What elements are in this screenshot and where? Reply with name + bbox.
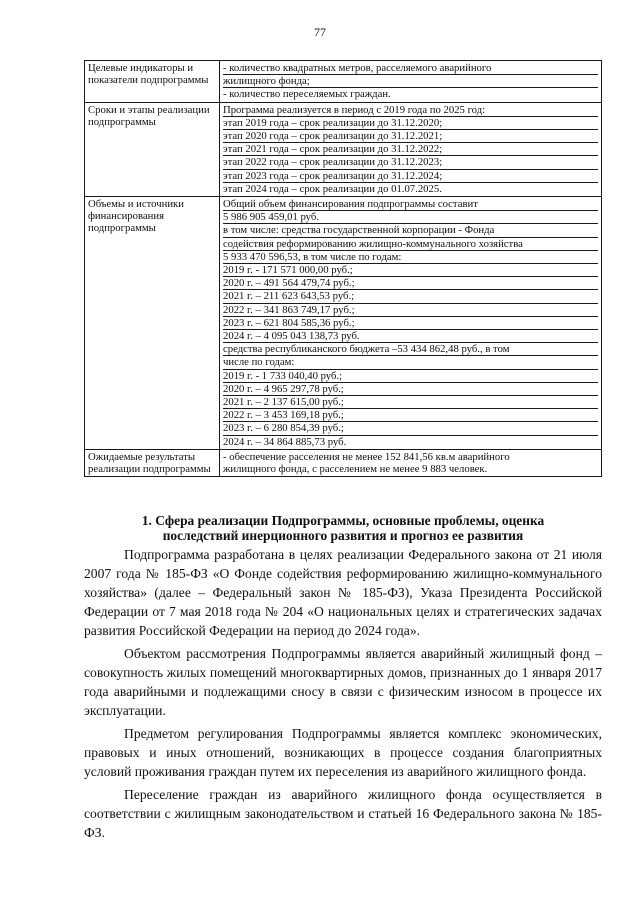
table-line: 2023 г. – 621 804 585,36 руб.;	[223, 317, 598, 330]
table-line: 2023 г. – 6 280 854,39 руб.;	[223, 422, 598, 435]
row-content-results	[220, 449, 602, 476]
section-body	[84, 545, 602, 846]
table-line: этап 2024 года – срок реализации до 01.07.2025.	[223, 182, 442, 195]
row-label-funding: Объемы и источники финансирования подпрограммы	[85, 197, 220, 450]
table-line: 2020 г. – 491 564 479,74 руб.;	[223, 277, 598, 290]
section-heading	[84, 513, 602, 543]
table-line: 5 986 905 459,01 руб.	[223, 211, 598, 224]
table-line: жилищного фонда, с расселением не менее 9 883 человек.	[223, 463, 488, 476]
table-line: этап 2023 года – срок реализации до 31.12.2024;	[223, 170, 598, 183]
row-content-stages	[220, 102, 602, 196]
section-heading-line: 1. Сфера реализации Подпрограммы, основные проблемы, оценка	[141, 513, 545, 528]
table-line: - количество переселяемых граждан.	[223, 88, 391, 101]
passport-table	[84, 60, 602, 477]
table-line: 2024 г. – 4 095 043 138,73 руб.	[223, 330, 598, 343]
table-line: жилищного фонда;	[223, 75, 598, 88]
section-heading-line: последствий инерционного развития и прогноз ее развития	[162, 528, 524, 543]
row-content-funding	[220, 197, 602, 450]
paragraph: Переселение граждан из аварийного жилищного фонда осуществляется в соответствии с жилищным законодательством и статьей 16 Федерального закона № 185-ФЗ.	[84, 787, 602, 840]
table-line: 2021 г. – 2 137 615,00 руб.;	[223, 396, 598, 409]
table-line: этап 2021 года – срок реализации до 31.12.2022;	[223, 143, 598, 156]
table-line: этап 2019 года – срок реализации до 31.12.2020;	[223, 117, 598, 130]
row-label-stages: Сроки и этапы реализации подпрограммы	[85, 102, 220, 196]
table-line: Программа реализуется в период с 2019 года по 2025 год:	[223, 104, 598, 117]
table-line: 2020 г. – 4 965 297,78 руб.;	[223, 383, 598, 396]
table-line: 5 933 470 596,53, в том числе по годам:	[223, 251, 598, 264]
table-line: числе по годам:	[223, 356, 598, 369]
table-line: этап 2022 года – срок реализации до 31.12.2023;	[223, 156, 598, 169]
table-row-stages	[85, 102, 602, 196]
table-line: 2021 г. – 211 623 643,53 руб.;	[223, 290, 598, 303]
table-line: - количество квадратных метров, расселяемого аварийного	[223, 62, 598, 75]
row-content-indicators	[220, 61, 602, 103]
table-row-funding	[85, 197, 602, 450]
paragraph: Объектом рассмотрения Подпрограммы является аварийный жилищный фонд – совокупность жилых помещений многоквартирных домов, признанных до 1 января 2017 года аварийными и подлежащими сносу в связи с физическим износом в процессе их эксплуатации.	[84, 646, 602, 718]
table-line: Общий объем финансирования подпрограммы составит	[223, 198, 598, 211]
table-row-results	[85, 449, 602, 476]
table-line: этап 2020 года – срок реализации до 31.12.2021;	[223, 130, 598, 143]
table-row-indicators	[85, 61, 602, 103]
row-label-indicators: Целевые индикаторы и показатели подпрограммы	[85, 61, 220, 103]
row-label-results: Ожидаемые результаты реализации подпрограммы	[85, 449, 220, 476]
page-number: 77	[314, 25, 326, 39]
paragraph: Подпрограмма разработана в целях реализации Федерального закона от 21 июля 2007 года № 185-ФЗ «О Фонде содействия реформированию жилищно-коммунального хозяйства» (далее – Федеральный закон № 185-ФЗ), Указа Президента Российской Федерации от 7 мая 2018 года № 204 «О национальных целях и стратегических задачах развития Российской Федерации на период до 2024 года».	[84, 547, 602, 638]
table-line: 2022 г. – 341 863 749,17 руб.;	[223, 304, 598, 317]
table-line: 2019 г. - 171 571 000,00 руб.;	[223, 264, 598, 277]
table-line: содействия реформированию жилищно-коммунального хозяйства	[223, 238, 598, 251]
paragraph: Предметом регулирования Подпрограммы является комплекс экономических, правовых и иных отношений, возникающих в процессе создания благоприятных условий проживания граждан путем их переселения из аварийного жилищного фонда.	[84, 726, 602, 779]
table-line: 2022 г. – 3 453 169,18 руб.;	[223, 409, 598, 422]
table-line: в том числе: средства государственной корпорации - Фонда	[223, 224, 598, 237]
table-line: - обеспечение расселения не менее 152 841,56 кв.м аварийного	[223, 450, 510, 463]
table-line: средства республиканского бюджета –53 434 862,48 руб., в том	[223, 343, 598, 356]
table-line: 2024 г. – 34 864 885,73 руб.	[223, 435, 347, 448]
table-line: 2019 г. - 1 733 040,40 руб.;	[223, 370, 598, 383]
